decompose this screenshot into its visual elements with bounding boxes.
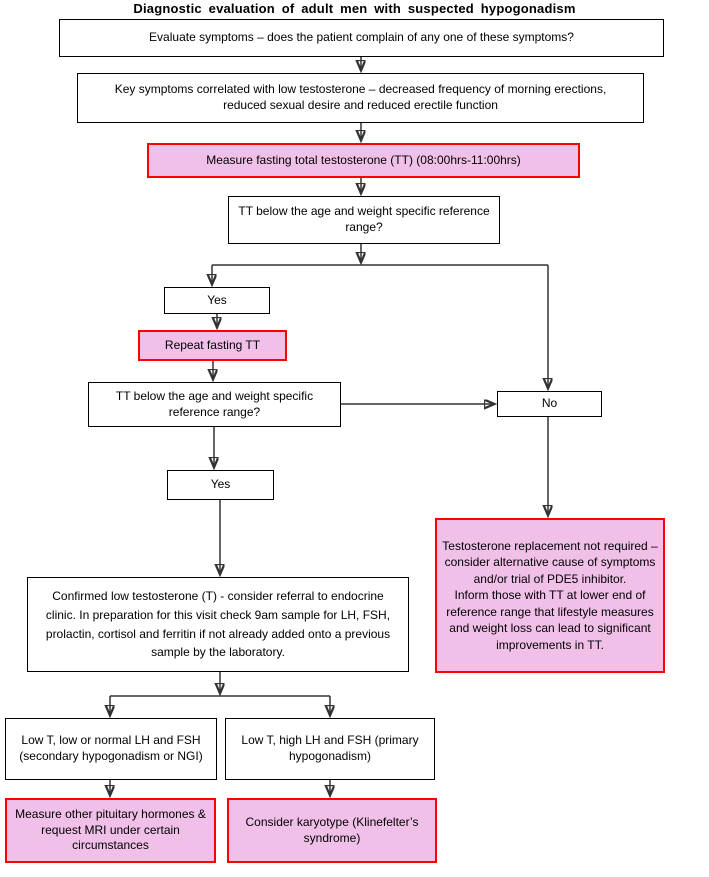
- node-text: Yes: [210, 477, 231, 492]
- node-tt-below-range-second: [88, 382, 341, 427]
- node-consider-karyotype: [227, 798, 437, 863]
- node-text-line1: Testosterone replacement not required – consider alternative cause of symptoms and/or trial of PDE5 inhibitor.: [442, 538, 658, 586]
- node-yes-second: [167, 470, 274, 500]
- node-text: Measure fasting total testosterone (TT) (08:00hrs-11:00hrs): [206, 152, 521, 167]
- node-replacement-not-required: [435, 518, 665, 673]
- node-tt-below-range-first: [228, 196, 500, 244]
- node-yes-first: [164, 287, 270, 314]
- node-text: Key symptoms correlated with low testosterone – decreased frequency of morning erections, reduced sexual desire and reduced erectile function: [114, 82, 607, 112]
- node-text: Low T, low or normal LH and FSH (secondary hypogonadism or NGI): [19, 733, 203, 763]
- node-text-line2: Inform those with TT at lower end of reference range that lifestyle measures and weight loss can lead to significant improvements in TT.: [446, 588, 654, 652]
- node-text: TT below the age and weight specific reference range?: [238, 204, 490, 234]
- node-text: Evaluate symptoms – does the patient complain of any one of these symptoms?: [149, 30, 574, 45]
- node-text: Yes: [207, 292, 227, 307]
- node-text: Low T, high LH and FSH (primary hypogonadism): [241, 733, 419, 763]
- node-key-symptoms: [77, 73, 644, 123]
- node-text: TT below the age and weight specific reference range?: [115, 388, 314, 419]
- diagram-title: Diagnostic evaluation of adult men with suspected hypogonadism: [133, 1, 576, 16]
- node-no: [497, 391, 602, 417]
- node-repeat-fasting-tt: [138, 330, 287, 361]
- node-text: Consider karyotype (Klinefelter’s syndrome): [245, 814, 419, 845]
- node-measure-pituitary-hormones: [5, 798, 216, 863]
- node-primary-hypogonadism: [225, 718, 435, 780]
- node-text: Measure other pituitary hormones & request MRI under certain circumstances: [15, 807, 206, 853]
- node-text: No: [541, 396, 558, 411]
- node-secondary-hypogonadism: [5, 718, 217, 780]
- node-confirmed-low-testosterone: [27, 577, 409, 672]
- node-measure-fasting-tt: [147, 143, 580, 178]
- node-text: Confirmed low testosterone (T) - consider referral to endocrine clinic. In preparation for this visit check 9am sample for LH, FSH, prolactin, cortisol and ferritin if not already added onto a previous sample by the laboratory.: [45, 589, 391, 660]
- node-evaluate-symptoms: [59, 19, 664, 57]
- node-text: Repeat fasting TT: [164, 337, 261, 352]
